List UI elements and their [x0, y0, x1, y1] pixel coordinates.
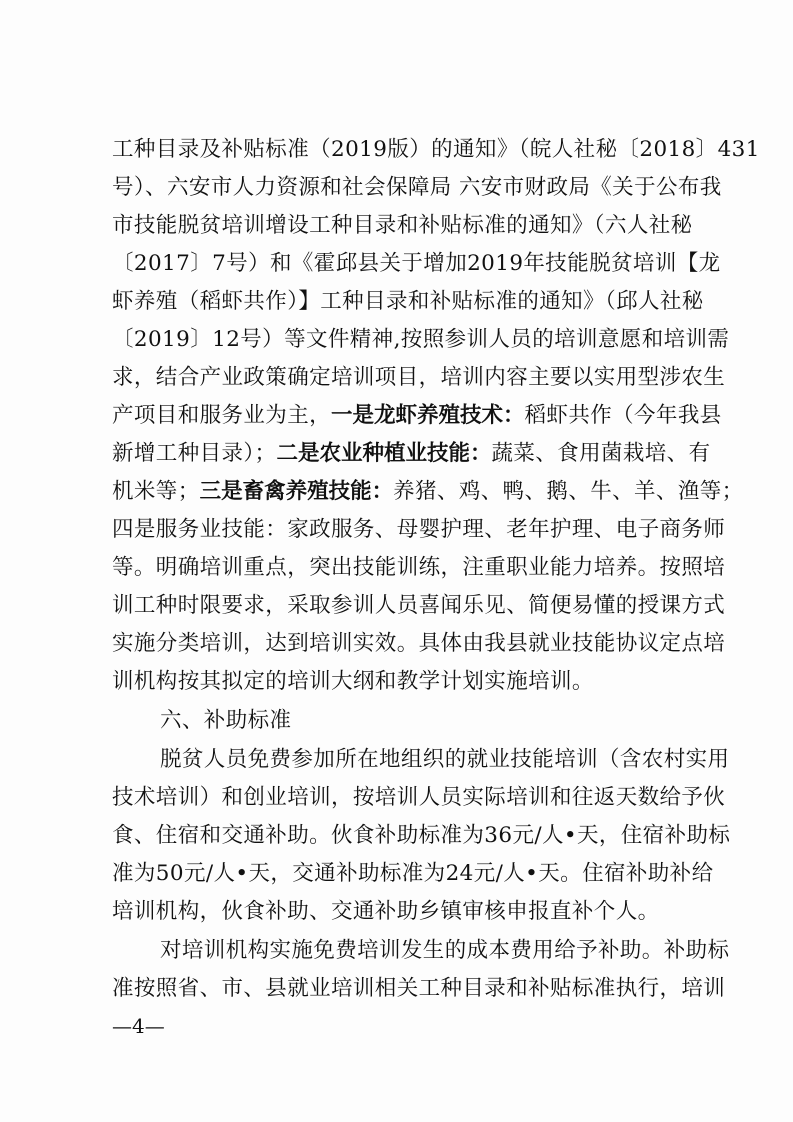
- body-line-mixed: [112, 435, 711, 472]
- body-line: 训机构按其拟定的培训大纲和教学计划实施培训。: [112, 669, 594, 694]
- line-text: 机米等；: [112, 479, 200, 504]
- body-line: 工种目录及补贴标准（2019版）的通知》（皖人社秘〔2018〕431: [112, 137, 760, 162]
- section-heading: 六、补助标准: [160, 708, 292, 733]
- line-text: 蔬菜、食用菌栽培、有: [491, 441, 711, 466]
- body-line: 〔2019〕12号）等文件精神,按照参训人员的培训意愿和培训需: [112, 327, 730, 352]
- page-number: —4—: [112, 1014, 165, 1038]
- body-line: 〔2017〕7号）和《霍邱县关于增加2019年技能脱贫培训【龙: [112, 251, 721, 276]
- paragraph-first-line: 对培训机构实施免费培训发生的成本费用给予补助。补助标: [160, 938, 730, 963]
- body-line: 培训机构，伙食补助、交通补助乡镇审核申报直补个人。: [112, 899, 660, 924]
- line-text: 产项目和服务业为主，: [112, 403, 332, 428]
- body-line: 号）、六安市人力资源和社会保障局 六安市财政局《关于公布我: [112, 175, 722, 200]
- body-line: 虾养殖（稻虾共作）】工种目录和补贴标准的通知》（邱人社秘: [112, 289, 704, 314]
- body-line: 食、住宿和交通补助。伙食补助标准为36元/人•天，住宿补助标: [112, 823, 731, 848]
- body-line-mixed: [112, 397, 722, 434]
- bold-topic-2: 二是农业种植业技能：: [276, 441, 492, 466]
- line-text: 稻虾共作（今年我县: [524, 403, 722, 428]
- line-text: 养猪、鸡、鸭、鹅、牛、羊、渔等；: [393, 479, 744, 504]
- bold-topic-1: 一是龙虾养殖技术：: [331, 403, 525, 428]
- body-line: 求，结合产业政策确定培训项目，培训内容主要以实用型涉农生: [112, 365, 726, 390]
- body-line-mixed: [112, 473, 744, 510]
- body-line: 训工种时限要求，采取参训人员喜闻乐见、简便易懂的授课方式: [112, 593, 726, 618]
- body-line: 四是服务业技能：家政服务、母婴护理、老年护理、电子商务师: [112, 517, 726, 542]
- paragraph-first-line: 脱贫人员免费参加所在地组织的就业技能培训（含农村实用: [160, 747, 730, 772]
- body-line: 准为50元/人•天，交通补助标准为24元/人•天。住宿补助补给: [112, 861, 714, 886]
- bold-topic-3: 三是畜禽养殖技能：: [199, 479, 394, 504]
- body-line: 实施分类培训，达到培训实效。具体由我县就业技能协议定点培: [112, 631, 726, 656]
- body-line: 市技能脱贫培训增设工种目录和补贴标准的通知》（六人社秘: [112, 213, 693, 238]
- body-line: 技术培训）和创业培训，按培训人员实际培训和往返天数给予伙: [112, 785, 726, 810]
- body-line: 准按照省、市、县就业培训相关工种目录和补贴标准执行，培训: [112, 976, 726, 1001]
- line-text: 新增工种目录）；: [112, 441, 277, 466]
- body-line: 等。明确培训重点，突出技能训练，注重职业能力培养。按照培: [112, 555, 726, 580]
